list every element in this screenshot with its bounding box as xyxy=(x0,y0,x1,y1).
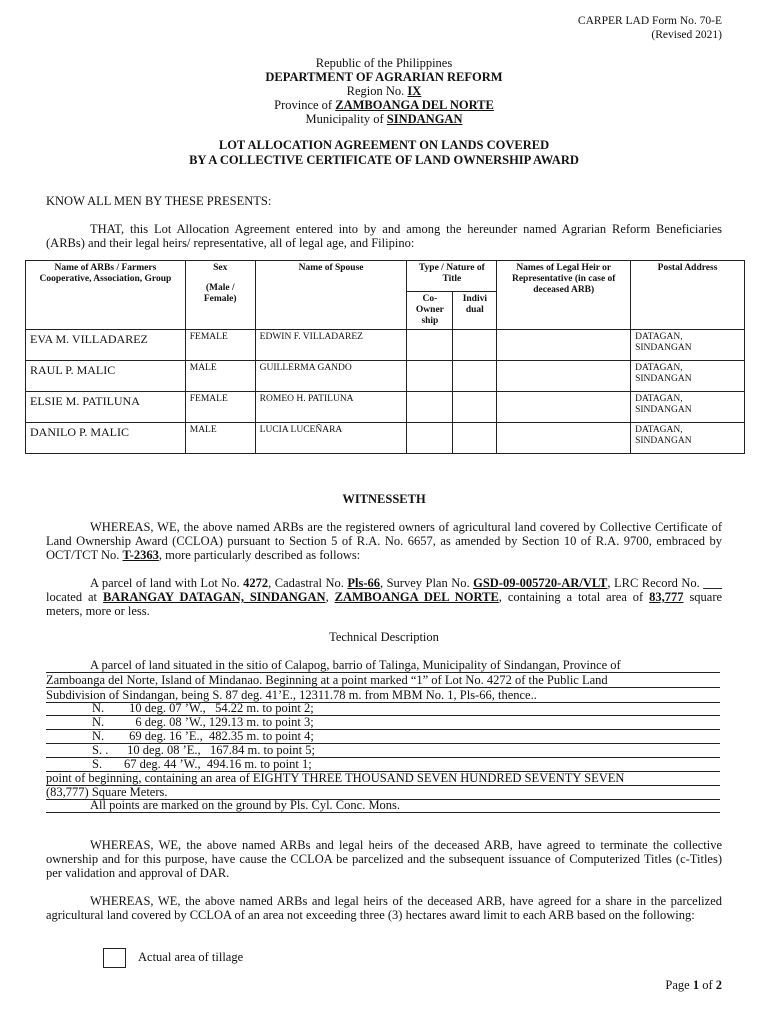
form-number xyxy=(578,14,722,42)
province-line xyxy=(0,98,768,112)
total-area: 83,777 xyxy=(649,590,684,604)
tech-line: N. 6 deg. 08 ’W., 129.13 m. to point 3; xyxy=(46,715,720,730)
witnesseth-heading: WITNESSETH xyxy=(342,492,426,506)
whereas-paragraph-1 xyxy=(46,520,722,562)
page-total: 2 xyxy=(715,978,722,992)
republic-line: Republic of the Philippines xyxy=(315,56,453,70)
form-number-text: CARPER LAD Form No. 70-E xyxy=(577,15,722,27)
arb-individual xyxy=(453,330,497,361)
tech-line: N. 69 deg. 16 ’E., 482.35 m. to point 4; xyxy=(46,729,720,744)
whereas1-text-b: , more particularly described as follows: xyxy=(158,548,361,562)
know-all-men: KNOW ALL MEN BY THESE PRESENTS: xyxy=(46,194,272,208)
parcel-text: , containing a total area of xyxy=(498,590,644,604)
barangay-location: BARANGAY DATAGAN, SINDANGAN xyxy=(102,590,326,604)
arb-individual xyxy=(453,423,497,454)
parcel-text: , Survey Plan No. xyxy=(380,576,470,590)
sex-header-sub: (Male / Female) xyxy=(203,283,237,304)
col-header-address: Postal Address xyxy=(631,261,745,330)
title-line-1: LOT ALLOCATION AGREEMENT ON LANDS COVERED xyxy=(218,138,550,152)
page-label: Page xyxy=(665,978,690,992)
arb-name: ELSIE M. PATILUNA xyxy=(26,392,186,423)
tillage-checkbox[interactable] xyxy=(103,948,126,968)
document-title xyxy=(0,138,768,168)
tech-line: S. 67 deg. 44 ’W., 494.16 m. to point 1; xyxy=(46,757,720,772)
col-header-co-owner: Co-Owner ship xyxy=(407,292,453,330)
parcel-text: , xyxy=(325,590,329,604)
region-line xyxy=(0,84,768,98)
tech-line: All points are marked on the ground by Pls. Cyl. Conc. Mons. xyxy=(46,798,720,813)
tech-description-heading: Technical Description xyxy=(329,630,439,644)
sex-header-label: Sex xyxy=(213,263,228,273)
tech-line: Zamboanga del Norte, Island of Mindanao. Beginning at a point marked “1” of Lot No. 4272 of the Public Land xyxy=(46,673,720,688)
arb-heir xyxy=(497,361,631,392)
table-row xyxy=(26,423,745,454)
arb-spouse: LUCIA LUCEÑARA xyxy=(255,423,407,454)
arb-sex: FEMALE xyxy=(185,330,255,361)
municipality-value: SINDANGAN xyxy=(386,112,463,126)
arb-spouse: GUILLERMA GANDO xyxy=(255,361,407,392)
col-header-individual: Indivi dual xyxy=(453,292,497,330)
document-header xyxy=(0,56,768,126)
survey-plan-number: GSD-09-005720-AR/VLT xyxy=(473,576,608,590)
col-header-sex xyxy=(185,261,255,330)
arb-address: DATAGAN, SINDANGAN xyxy=(631,392,745,423)
arb-individual xyxy=(453,361,497,392)
tech-line: S. . 10 deg. 08 ’E., 167.84 m. to point 5; xyxy=(46,743,720,758)
department-line: DEPARTMENT OF AGRARIAN REFORM xyxy=(265,70,503,84)
tech-line: point of beginning, containing an area of EIGHTY THREE THOUSAND SEVEN HUNDRED SEVENTY SEVEN xyxy=(46,771,720,786)
tillage-option-label: Actual area of tillage xyxy=(138,950,244,964)
oct-tct-number: T-2363 xyxy=(122,548,159,562)
parcel-text: square meters, more or less. xyxy=(46,590,723,618)
col-header-name: Name of ARBs / Farmers Cooperative, Association, Group xyxy=(26,261,186,330)
col-header-heir: Names of Legal Heir or Representative (in case of deceased ARB) xyxy=(497,261,631,330)
whereas-paragraph-2: WHEREAS, WE, the above named ARBs and legal heirs of the deceased ARB, have agreed to terminate the collective ownership and for this purpose, have cause the CCLOA be parcelized and the subsequent issuance of Computerized Titles (c-Titles) per validation and approval of DAR. xyxy=(46,838,722,880)
arb-co-owner xyxy=(407,423,453,454)
arb-spouse: EDWIN F. VILLADAREZ xyxy=(255,330,407,361)
form-revision-text: (Revised 2021) xyxy=(651,29,722,41)
arb-heir xyxy=(497,423,631,454)
province-label: Province of xyxy=(274,98,333,112)
arb-address: DATAGAN, SINDANGAN xyxy=(631,361,745,392)
table-row xyxy=(26,392,745,423)
tech-line: (83,777) Square Meters. xyxy=(46,785,720,800)
lot-number: 4272 xyxy=(243,576,269,590)
arb-address: DATAGAN, SINDANGAN xyxy=(631,330,745,361)
province-location: ZAMBOANGA DEL NORTE xyxy=(334,590,499,604)
province-value: ZAMBOANGA DEL NORTE xyxy=(335,98,494,112)
parcel-paragraph xyxy=(46,576,722,618)
tech-line: Subdivision of Sindangan, being S. 87 deg. 41’E., 12311.78 m. from MBM No. 1, Pls-66, thence.. xyxy=(46,688,720,703)
whereas1-text-a: WHEREAS, WE, the above named ARBs are the registered owners of agricultural land covered by Collective Certificate of Land Ownership Award (CCLOA) pursuant to Section 5 of R.A. No. 6657, as amended by Section 10 of R.A. 9700, embraced by OCT/TCT No. xyxy=(46,520,722,562)
arb-sex: FEMALE xyxy=(185,392,255,423)
parcel-text: , LRC Record No. xyxy=(607,576,700,590)
arb-address: DATAGAN, SINDANGAN xyxy=(631,423,745,454)
region-label: Region No. xyxy=(346,84,405,98)
arb-name: EVA M. VILLADAREZ xyxy=(26,330,186,361)
that-paragraph: THAT, this Lot Allocation Agreement entered into by and among the hereunder named Agrarian Reform Beneficiaries (ARBs) and their legal heirs/ representative, all of legal age, and Filipino: xyxy=(46,222,722,250)
page-number xyxy=(665,978,722,993)
parcel-text: located at xyxy=(46,590,98,604)
arb-name: DANILO P. MALIC xyxy=(26,423,186,454)
arb-co-owner xyxy=(407,392,453,423)
parcel-text: , Cadastral No. xyxy=(268,576,344,590)
arb-heir xyxy=(497,392,631,423)
whereas-paragraph-3: WHEREAS, WE, the above named ARBs and legal heirs of the deceased ARB, have agreed for a share in the parcelized agricultural land covered by CCLOA of an area not exceeding three (3) hectares award limit to each ARB based on the following: xyxy=(46,894,722,922)
title-line-2: BY A COLLECTIVE CERTIFICATE OF LAND OWNERSHIP AWARD xyxy=(189,153,579,167)
arb-individual xyxy=(453,392,497,423)
table-row xyxy=(26,330,745,361)
arb-sex: MALE xyxy=(185,423,255,454)
region-value: IX xyxy=(407,84,422,98)
page-of: of xyxy=(702,978,713,992)
lrc-record-number: ___ xyxy=(703,576,723,590)
col-header-title-type: Type / Nature of Title xyxy=(407,261,497,292)
arb-spouse: ROMEO H. PATILUNA xyxy=(255,392,407,423)
page-current: 1 xyxy=(692,978,700,992)
table-row xyxy=(26,361,745,392)
tech-line: N. 10 deg. 07 ’W., 54.22 m. to point 2; xyxy=(46,701,720,716)
col-header-spouse: Name of Spouse xyxy=(255,261,407,330)
arb-table xyxy=(25,260,745,454)
arb-sex: MALE xyxy=(185,361,255,392)
arb-heir xyxy=(497,330,631,361)
municipality-label: Municipality of xyxy=(305,112,384,126)
arb-name: RAUL P. MALIC xyxy=(26,361,186,392)
arb-co-owner xyxy=(407,361,453,392)
parcel-text: A parcel of land with Lot No. xyxy=(90,576,240,590)
municipality-line xyxy=(0,112,768,126)
cadastral-number: Pls-66 xyxy=(347,576,380,590)
arb-co-owner xyxy=(407,330,453,361)
tech-line: A parcel of land situated in the sitio of Calapog, barrio of Talinga, Municipality of Sindangan, Province of xyxy=(46,658,720,673)
